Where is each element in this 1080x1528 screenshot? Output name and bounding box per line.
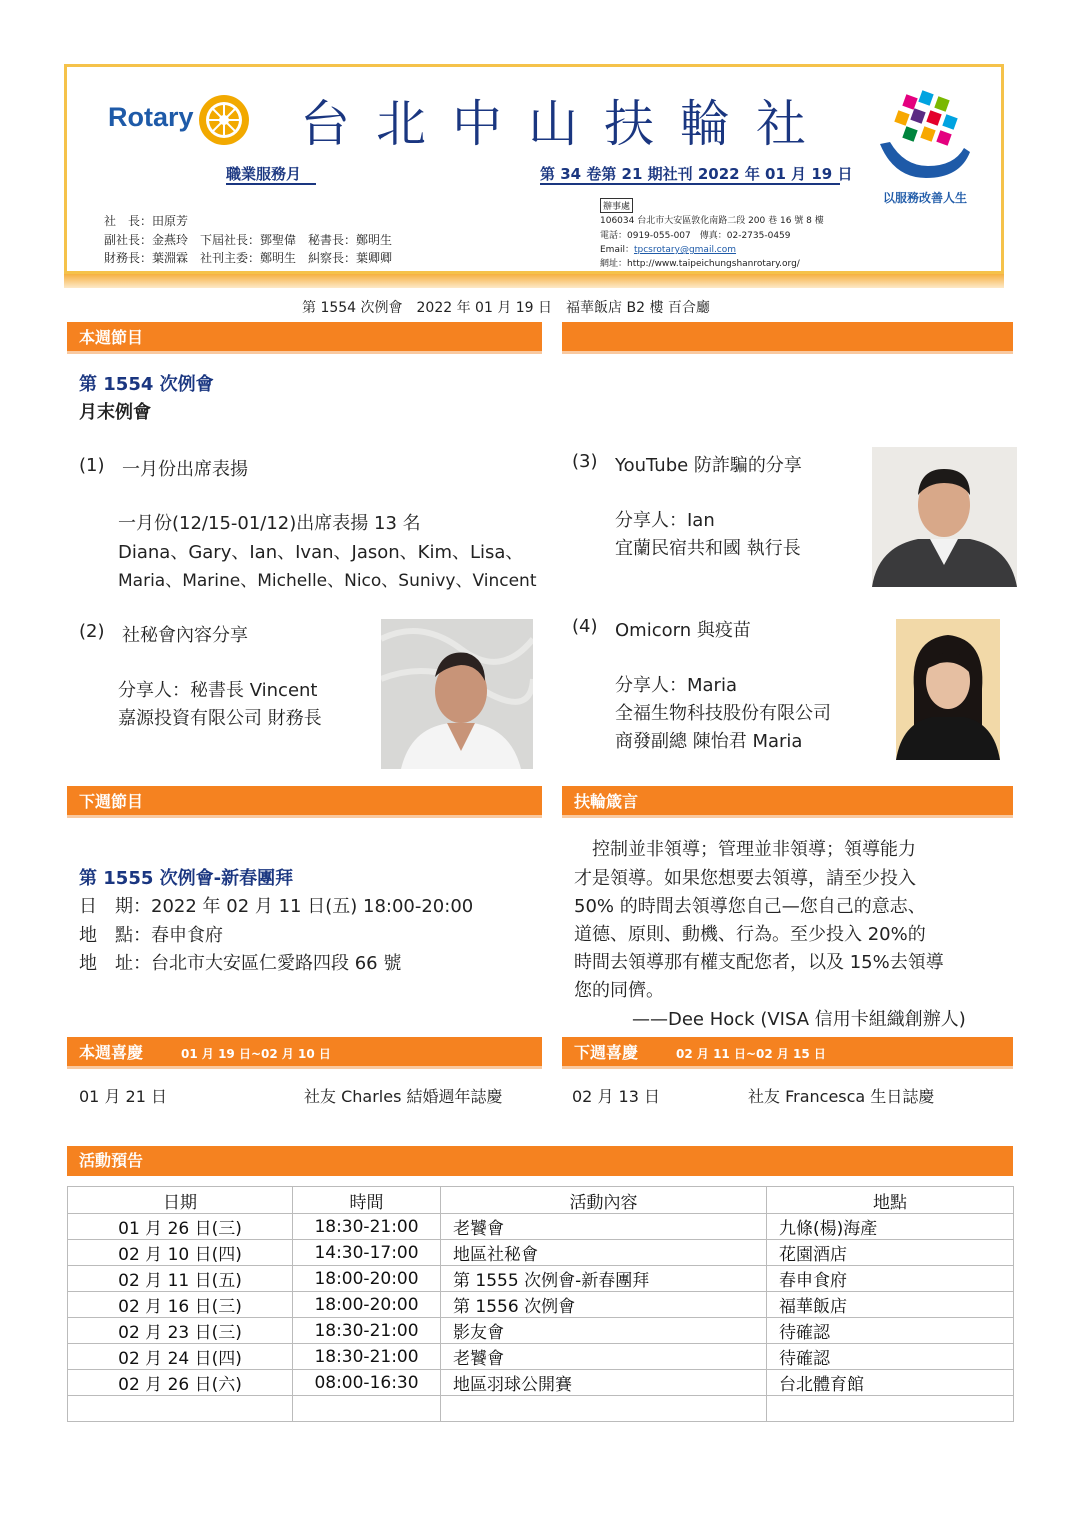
motto-line-5: 時間去領導那有權支配您者，以及 15%去領導: [574, 952, 944, 973]
rotary-brand: Rotary: [108, 102, 194, 132]
issue-underline: [540, 183, 840, 185]
section-bar-this-week: 本週節目: [67, 322, 542, 354]
item2-title: 社秘會內容分享: [122, 625, 248, 646]
events-header-time: 時間: [293, 1187, 441, 1214]
table-row-empty: [68, 1396, 1014, 1422]
slogan: 以服務改善人生: [883, 191, 968, 205]
item4-speaker: 分享人：Maria: [615, 675, 737, 696]
event-activity: 地區社秘會: [441, 1240, 767, 1266]
event-date: 02 月 11 日(五): [68, 1266, 293, 1292]
officer-line-2: 副社長：金燕玲 下屆社長：鄧聖偉 秘書長：鄭明生: [104, 233, 393, 247]
item4-no: (4): [572, 616, 598, 637]
event-location: 待確認: [767, 1318, 1014, 1344]
rotary-theme-logo-icon: [874, 86, 974, 186]
event-activity: 地區羽球公開賽: [441, 1370, 767, 1396]
table-row: [68, 1214, 1014, 1240]
club-name-title: 台北中山扶輪社: [300, 95, 832, 153]
item4-title2: 商發副總 陳怡君 Maria: [615, 731, 803, 752]
events-header-location: 地點: [767, 1187, 1014, 1214]
section-bar-next-week: 下週節目: [67, 786, 542, 818]
event-time: 08:00-16:30: [293, 1370, 441, 1396]
event-time: [293, 1396, 441, 1422]
event-activity: 老饕會: [441, 1344, 767, 1370]
events-header-activity: 活動內容: [441, 1187, 767, 1214]
event-time: 14:30-17:00: [293, 1240, 441, 1266]
section-bar-motto: 扶輪箴言: [562, 786, 1013, 818]
event-activity: 第 1555 次例會-新春團拜: [441, 1266, 767, 1292]
officer-line-1: 社 長：田原芳: [104, 214, 189, 228]
speaker-maria-photo: [896, 619, 1000, 760]
celebrations-this-label: 本週喜慶: [79, 1043, 144, 1062]
motto-author: ——Dee Hock (VISA 信用卡組織創辦人): [632, 1009, 966, 1030]
event-time: 18:30-21:00: [293, 1318, 441, 1344]
office-email-label: Email：: [600, 245, 634, 255]
item3-title: YouTube 防詐騙的分享: [615, 455, 802, 476]
office-phone: 電話：0919-055-007 傳真：02-2735-0459: [600, 231, 791, 241]
event-time: 18:00-20:00: [293, 1292, 441, 1318]
section-bar-celebrations-next-week: [562, 1037, 1013, 1069]
motto-line-3: 50% 的時間去領導您自己—您自己的意志、: [574, 896, 926, 917]
motto-line-4: 道德、原則、動機、行為。至少投入 20%的: [574, 924, 926, 945]
item2-speaker: 分享人：秘書長 Vincent: [118, 680, 318, 701]
office-email-row: [600, 242, 736, 255]
item3-speaker: 分享人：Ian: [615, 510, 715, 531]
event-activity: [441, 1396, 767, 1422]
event-location: 福華飯店: [767, 1292, 1014, 1318]
event-date: 02 月 26 日(六): [68, 1370, 293, 1396]
event-location: 待確認: [767, 1344, 1014, 1370]
section-bar-celebrations-this-week: [67, 1037, 542, 1069]
officer-line-3: 財務長：葉淵霖 社刊主委：鄭明生 糾察長：葉卿卿: [104, 251, 393, 265]
events-header-date: 日期: [68, 1187, 293, 1214]
office-email-link[interactable]: tpcsrotary@gmail.com: [633, 245, 737, 255]
speaker-vincent-photo: [381, 619, 533, 769]
event-time: 18:30-21:00: [293, 1344, 441, 1370]
event-location: 台北體育館: [767, 1370, 1014, 1396]
item3-company: 宜蘭民宿共和國 執行長: [615, 538, 801, 559]
section-bar-events: 活動預告: [67, 1146, 1013, 1176]
issue-info: 第 34 卷第 21 期社刊 2022 年 01 月 19 日: [540, 165, 853, 183]
next-week-meeting-title: 第 1555 次例會-新春團拜: [79, 868, 294, 889]
motto-line-6: 您的同儕。: [574, 980, 664, 1001]
events-header-row: [68, 1187, 1014, 1214]
event-date: 01 月 26 日(三): [68, 1214, 293, 1240]
event-activity: 第 1556 次例會: [441, 1292, 767, 1318]
next-week-address: 地 址：台北市大安區仁愛路四段 66 號: [79, 953, 402, 974]
event-time: 18:00-20:00: [293, 1266, 441, 1292]
item2-no: (2): [79, 621, 105, 642]
meeting-info: 第 1554 次例會 2022 年 01 月 19 日 福華飯店 B2 樓 百合廳: [302, 300, 710, 316]
event-location: 春申食府: [767, 1266, 1014, 1292]
theme-underline: [226, 183, 316, 185]
office-label: 辦事處: [600, 198, 633, 213]
header-divider: [64, 274, 1004, 288]
event-date: [68, 1396, 293, 1422]
item1-title: 一月份出席表揚: [122, 459, 248, 480]
table-row: [68, 1318, 1014, 1344]
table-row: [68, 1370, 1014, 1396]
celebrations-this-range: 01 月 19 日~02 月 10 日: [181, 1047, 331, 1061]
theme-month: 職業服務月: [226, 165, 302, 183]
item1-no: (1): [79, 455, 105, 476]
office-website[interactable]: 網址：http://www.taipeichungshanrotary.org/: [600, 259, 800, 269]
celebration-this-date: 01 月 21 日: [79, 1087, 167, 1106]
event-location: [767, 1396, 1014, 1422]
motto-line-1: 控制並非領導；管理並非領導；領導能力: [574, 839, 916, 860]
this-week-meeting-type: 月末例會: [79, 402, 151, 423]
events-table: [67, 1186, 1014, 1422]
event-date: 02 月 24 日(四): [68, 1344, 293, 1370]
table-row: [68, 1344, 1014, 1370]
next-week-date: 日 期：2022 年 02 月 11 日(五) 18:00-20:00: [79, 896, 474, 917]
rotary-wheel-icon: [196, 92, 252, 148]
event-date: 02 月 23 日(三): [68, 1318, 293, 1344]
speaker-ian-photo: [872, 447, 1017, 587]
event-activity: 影友會: [441, 1318, 767, 1344]
section-bar-blank: [562, 322, 1013, 354]
celebration-next-date: 02 月 13 日: [572, 1087, 660, 1106]
next-week-place: 地 點：春申食府: [79, 925, 223, 946]
item1-line3: Maria、Marine、Michelle、Nico、Sunivy、Vincent: [118, 571, 537, 591]
celebrations-next-range: 02 月 11 日~02 月 15 日: [676, 1047, 826, 1061]
celebration-this-text: 社友 Charles 結婚週年誌慶: [304, 1087, 503, 1106]
item3-no: (3): [572, 451, 598, 472]
item4-title: Omicorn 與疫苗: [615, 620, 751, 641]
event-location: 花園酒店: [767, 1240, 1014, 1266]
office-address: 106034 台北市大安區敦化南路二段 200 巷 16 號 8 樓: [600, 216, 824, 226]
item2-company: 嘉源投資有限公司 財務長: [118, 708, 322, 729]
motto-line-2: 才是領導。如果您想要去領導，請至少投入: [574, 868, 916, 889]
item4-company: 全福生物科技股份有限公司: [615, 703, 831, 724]
this-week-meeting-no: 第 1554 次例會: [79, 374, 214, 395]
event-location: 九條(楊)海產: [767, 1214, 1014, 1240]
event-activity: 老饕會: [441, 1214, 767, 1240]
celebration-next-text: 社友 Francesca 生日誌慶: [748, 1087, 935, 1106]
celebrations-next-label: 下週喜慶: [574, 1043, 639, 1062]
event-date: 02 月 10 日(四): [68, 1240, 293, 1266]
table-row: [68, 1266, 1014, 1292]
item1-line1: 一月份(12/15-01/12)出席表揚 13 名: [118, 513, 421, 534]
event-date: 02 月 16 日(三): [68, 1292, 293, 1318]
event-time: 18:30-21:00: [293, 1214, 441, 1240]
table-row: [68, 1292, 1014, 1318]
item1-line2: Diana、Gary、Ian、Ivan、Jason、Kim、Lisa、: [118, 542, 524, 563]
table-row: [68, 1240, 1014, 1266]
